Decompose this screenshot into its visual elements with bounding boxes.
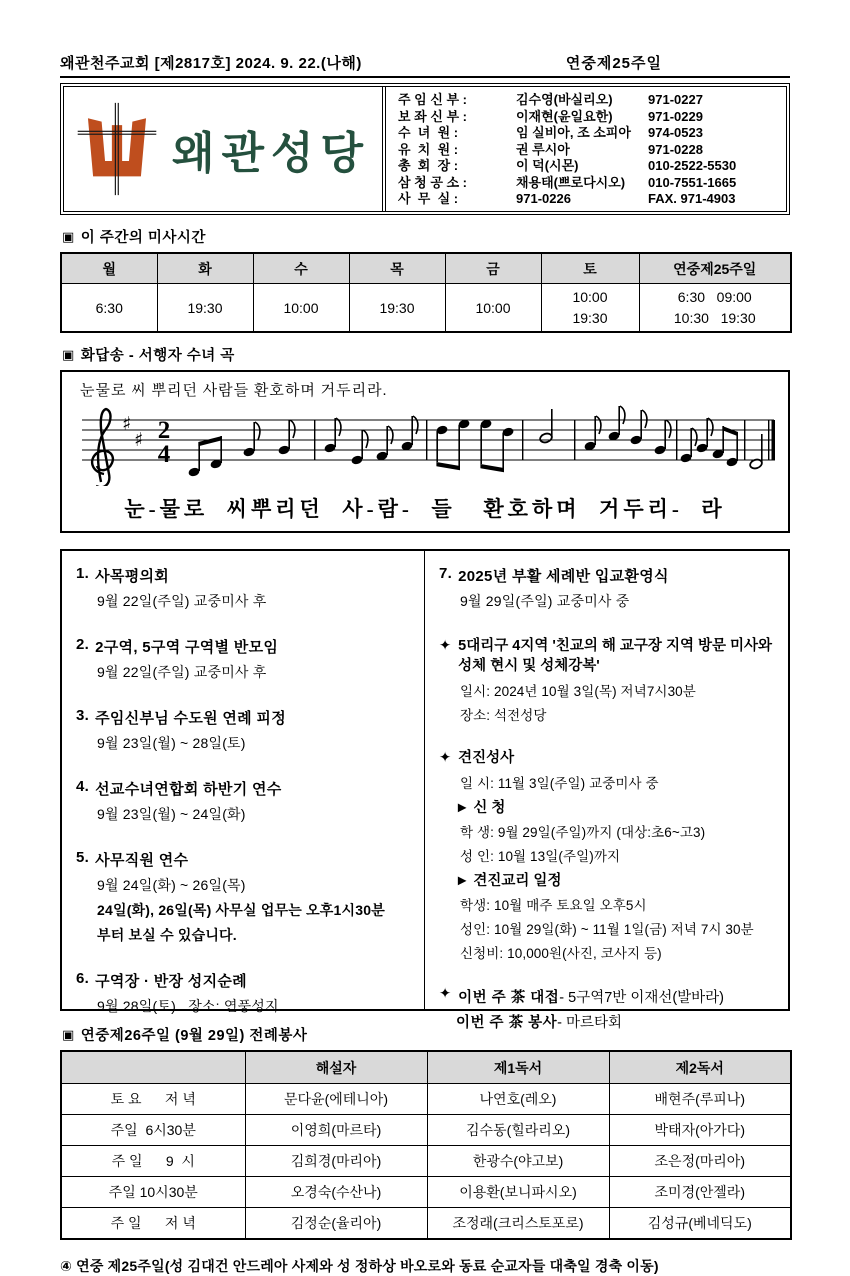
star-bullet-icon: ✦: [439, 750, 452, 766]
music-staff: [74, 402, 780, 491]
svg-text:♯: ♯: [134, 429, 144, 451]
liturgy-header: [61, 1051, 245, 1084]
bulletin-title: 왜관천주교회 [제2817호] 2024. 9. 22.(나해): [60, 55, 362, 72]
announcement-item: 2. 2구역, 5구역 구역별 반모임 9월 22일(주일) 교중미사 후: [76, 636, 279, 680]
table-row: 주일 10시30분 오경숙(수산나) 이용환(보니파시오) 조미경(안젤라): [61, 1177, 791, 1208]
announcement-item: 7. 2025년 부활 세례반 입교환영식 9월 29일(주일) 교중미사 중: [439, 565, 669, 609]
masthead: [60, 52, 790, 78]
mass-day-header: 목: [349, 253, 445, 284]
announcements-left-column: [62, 551, 425, 1014]
mass-day-header: 토: [541, 253, 639, 284]
star-bullet-icon: ✦: [439, 638, 452, 654]
mass-schedule-table: [60, 252, 792, 333]
crown-cross-logo-icon: [76, 96, 158, 202]
mass-time-cell-sunday: 6:30 09:00 10:30 19:30: [639, 284, 791, 333]
mass-day-header: 수: [253, 253, 349, 284]
contact-list: [382, 87, 786, 211]
mass-header-row: [61, 253, 791, 284]
announcement-item: 1. 사목평의회 9월 22일(주일) 교중미사 후: [76, 565, 267, 609]
psalm-music-box: [60, 370, 790, 533]
liturgy-header: 제2독서: [609, 1051, 791, 1084]
announcements-right-column: [425, 551, 788, 1031]
mass-day-header: 연중제25주일: [639, 253, 791, 284]
liturgy-table: [60, 1050, 792, 1240]
section-marker-icon: ▣: [62, 228, 75, 244]
announcements-box: [60, 549, 790, 1031]
mass-time-cell: 10:00: [253, 284, 349, 333]
table-row: 토 요 저 녁 문다윤(에테니아) 나연호(레오) 배현주(루피나): [61, 1084, 791, 1115]
contact-row: 총 회 장 : 이 덕(시몬) 010-2522-5530: [398, 158, 737, 173]
liturgical-week: 연중제25주일: [565, 55, 662, 72]
table-row: 주 일 저 녁 김정순(율리아) 조정래(크리스토포로) 김성규(베네딕도): [61, 1208, 791, 1240]
svg-text:4: 4: [157, 441, 171, 468]
mass-time-cell: 10:00: [445, 284, 541, 333]
church-name: 왜관성당: [171, 129, 370, 178]
svg-text:2: 2: [157, 417, 171, 444]
liturgy-header: 제1독서: [427, 1051, 609, 1084]
music-notation-icon: [74, 402, 780, 486]
mass-time-cell-saturday: 10:00 19:30: [541, 284, 639, 333]
announcement-bullet-item: ✦ 견진성사 일 시: 11월 3일(주일) 교중미사 중 ► 신 청 학 생: 9월 29일(주일)까지 (대상:초6~고3) 성 인: 10월 13일(주일)까지 ► 견진교리 일정 학생: 10월 매주 토요일 오후5시 성인: 10월 29일(화) ~ 11월 1일(금) 저녁 7시 30분 신청비: 10,000원(사진, 코사지 등): [439, 750, 754, 961]
psalm-title: ▣ 화답송 - 서행자 수녀 곡: [62, 346, 235, 364]
contact-row: 수 녀 원 : 임 실비아, 조 소피아 974-0523: [398, 125, 703, 140]
contact-row: 보 좌 신 부 : 이재현(윤일요한) 971-0229: [398, 108, 703, 124]
table-row: 주 일 9 시 김희경(마리아) 한광수(야고보) 조은정(마리아): [61, 1146, 791, 1177]
section-marker-icon: ▣: [62, 346, 75, 362]
mass-times-row: [61, 284, 791, 333]
psalm-lyrics: 눈-물로 씨뿌리던 사-람- 들 환호하며 거두리- 라: [124, 497, 726, 521]
announcement-item: 6. 구역장 · 반장 성지순례 9월 28일(토) 장소: 연풍성지: [76, 970, 279, 1014]
section-marker-icon: ▣: [62, 1026, 75, 1042]
svg-text:♯: ♯: [122, 413, 132, 435]
contact-row: 주 임 신 부 : 김수영(바실리오) 971-0227: [398, 92, 703, 107]
contact-row: 삼 청 공 소 : 채용태(쁘로다시오) 010-7551-1665: [398, 174, 737, 190]
announcement-bullet-item: ✦ 5대리구 4지역 '친교의 해 교구장 지역 방문 미사와 성체 현시 및 성체강복' 일시: 2024년 10월 3일(목) 저녁7시30분 장소: 석전성당: [439, 638, 773, 723]
liturgy-title: ▣ 연중제26주일 (9월 29일) 전례봉사: [62, 1026, 308, 1044]
church-info-box: [60, 83, 790, 215]
mass-time-cell: 6:30: [61, 284, 157, 333]
contact-row: 사 무 실 : 971-0226 FAX. 971-4903: [398, 191, 736, 206]
liturgy-header-row: [61, 1051, 791, 1084]
church-logo: [64, 87, 382, 211]
announcement-item: 5. 사무직원 연수 9월 24일(화) ~ 26일(목) 24일(화), 26일(목) 사무실 업무는 오후1시30분 부터 보실 수 있습니다.: [76, 849, 385, 943]
mass-time-cell: 19:30: [349, 284, 445, 333]
psalm-refrain-text: 눈물로 씨 뿌리던 사람들 환호하며 거두리라.: [80, 383, 388, 399]
table-row: 주일 6시30분 이영희(마르타) 김수동(힐라리오) 박태자(아가다): [61, 1115, 791, 1146]
mass-time-cell: 19:30: [157, 284, 253, 333]
announcement-item: 4. 선교수녀연합회 하반기 연수 9월 23일(월) ~ 24일(화): [76, 778, 282, 822]
mass-day-header: 월: [61, 253, 157, 284]
contact-row: 유 치 원 : 권 루시아 971-0228: [398, 141, 703, 157]
mass-day-header: 화: [157, 253, 253, 284]
tea-service-item: ✦ 이번 주 茶 대접 - 5구역7반 이재선(발바라) 이번 주 茶 봉사 - 마르타회: [439, 986, 725, 1031]
liturgy-header: 해설자: [245, 1051, 427, 1084]
mass-day-header: 금: [445, 253, 541, 284]
mass-schedule-title: ▣ 이 주간의 미사시간: [62, 228, 206, 246]
footer-note: ④ 연중 제25주일(성 김대건 안드레아 사제와 성 정하상 바오로와 동료 순교자들 대축일 경축 이동): [60, 1258, 659, 1274]
star-bullet-icon: ✦: [439, 986, 452, 1002]
announcement-item: 3. 주임신부님 수도원 연례 피정 9월 23일(월) ~ 28일(토): [76, 707, 287, 751]
